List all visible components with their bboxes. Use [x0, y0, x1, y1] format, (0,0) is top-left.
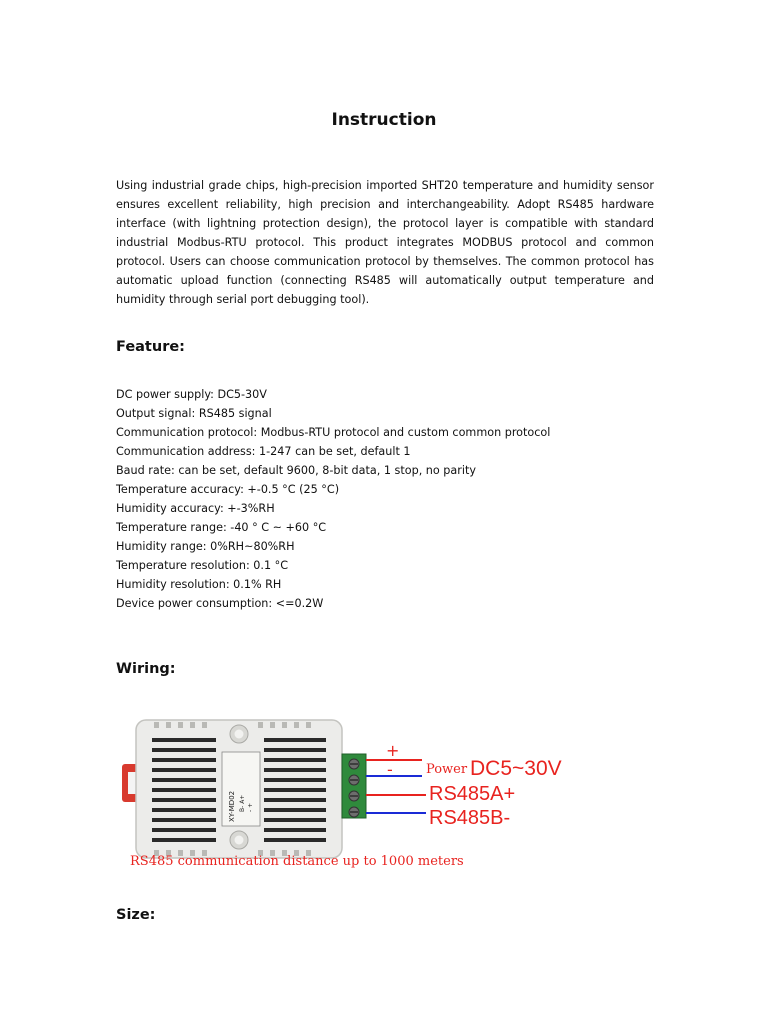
model-label: XY-MD02 [228, 790, 236, 822]
wiring-heading: Wiring: [116, 661, 176, 677]
feature-list [116, 385, 676, 613]
feature-item: Temperature range: -40 ° C ~ +60 °C [116, 521, 327, 534]
svg-text:- +: - + [247, 802, 254, 812]
intro-paragraph: Using industrial grade chips, high-precision imported SHT20 temperature and humidity sensor ensures excellent reliability, high precision and interchangeability. Adopt RS485 hardware interface (with lightning protection design), the protocol layer is compatible with standard industrial Modbus-RTU protocol. This product integrates MODBUS protocol and common protocol. Users can choose communication protocol by themselves. The common protocol has automatic upload function (connecting RS485 will automatically output temperature and humidity through serial port debugging tool). [116, 179, 654, 306]
wiring-diagram [114, 712, 594, 872]
feature-item: Humidity resolution: 0.1% RH [116, 578, 282, 591]
rs485a-label: RS485A+ [429, 783, 516, 805]
feature-item: DC power supply: DC5-30V [116, 388, 267, 401]
feature-item: Output signal: RS485 signal [116, 407, 272, 420]
feature-heading: Feature: [116, 339, 185, 355]
page-title: Instruction [331, 110, 437, 130]
feature-item: Humidity accuracy: +-3%RH [116, 502, 275, 515]
svg-text:B- A+: B- A+ [239, 794, 246, 812]
plus-sign: + [386, 741, 400, 760]
feature-item: Communication address: 1-247 can be set, default 1 [116, 445, 411, 458]
terminal-block-icon [342, 754, 366, 818]
rs485b-label: RS485B- [429, 807, 511, 829]
sensor-housing-icon [136, 720, 342, 858]
power-value: DC5~30V [470, 757, 562, 780]
feature-item: Temperature accuracy: +-0.5 °C (25 °C) [116, 483, 340, 496]
size-heading: Size: [116, 907, 156, 923]
feature-item: Baud rate: can be set, default 9600, 8-bit data, 1 stop, no parity [116, 464, 476, 477]
power-label: Power [426, 762, 468, 777]
feature-item: Device power consumption: <=0.2W [116, 597, 324, 610]
minus-sign: - [387, 760, 393, 779]
feature-item: Communication protocol: Modbus-RTU protocol and custom common protocol [116, 426, 551, 439]
distance-note: RS485 communication distance up to 1000 meters [130, 854, 464, 869]
feature-item: Humidity range: 0%RH~80%RH [116, 540, 295, 553]
feature-item: Temperature resolution: 0.1 °C [116, 559, 289, 572]
